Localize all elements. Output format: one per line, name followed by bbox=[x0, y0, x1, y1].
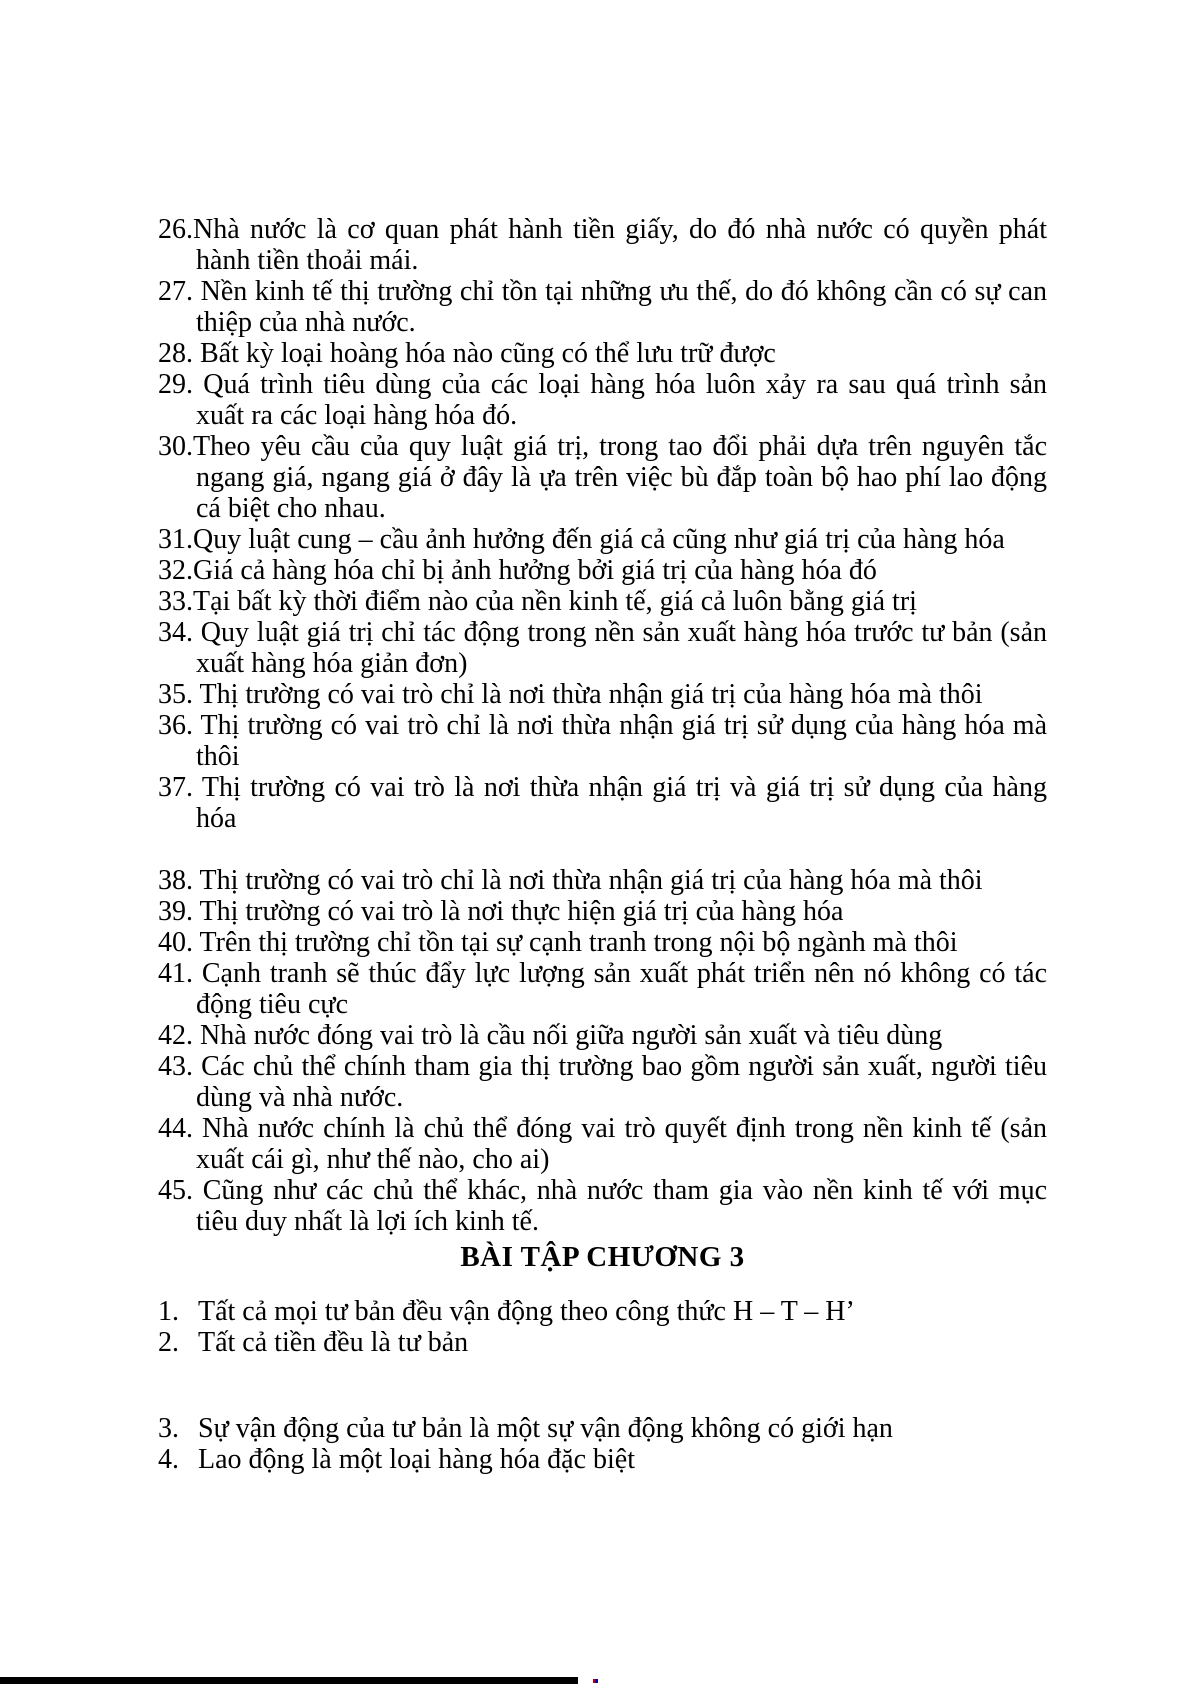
question-item-31: 31.Quy luật cung – cầu ảnh hưởng đến giá cả cũng như giá trị của hàng hóa bbox=[158, 524, 1005, 555]
item-number: 1. bbox=[158, 1296, 179, 1327]
item-text: Tất cả tiền đều là tư bản bbox=[198, 1327, 469, 1358]
item-text: Lao động là một loại hàng hóa đặc biệt bbox=[198, 1444, 635, 1475]
exercise-item-4 bbox=[158, 1444, 1047, 1475]
question-item-26: 26.Nhà nước là cơ quan phát hành tiền giấy, do đó nhà nước có quyền phát hành tiền thoải mái. bbox=[158, 214, 1047, 276]
question-item-41: 41. Cạnh tranh sẽ thúc đẩy lực lượng sản xuất phát triển nên nó không có tác động tiêu cực bbox=[158, 958, 1047, 1020]
question-item-43: 43. Các chủ thể chính tham gia thị trường bao gồm người sản xuất, người tiêu dùng và nhà nước. bbox=[158, 1051, 1047, 1113]
question-item-30: 30.Theo yêu cầu của quy luật giá trị, trong tao đổi phải dựa trên nguyên tắc ngang giá, ngang giá ở đây là ựa trên việc bù đắp toàn bộ hao phí lao động cá biệt cho nhau. bbox=[158, 431, 1047, 524]
question-item-34: 34. Quy luật giá trị chỉ tác động trong nền sản xuất hàng hóa trước tư bản (sản xuất hàng hóa giản đơn) bbox=[158, 617, 1047, 679]
item-number: 3. bbox=[158, 1413, 179, 1444]
footer-separator-bar bbox=[0, 1677, 578, 1684]
question-item-39: 39. Thị trường có vai trò là nơi thực hiện giá trị của hàng hóa bbox=[158, 896, 844, 927]
question-item-38: 38. Thị trường có vai trò chỉ là nơi thừa nhận giá trị của hàng hóa mà thôi bbox=[158, 865, 983, 896]
question-item-42: 42. Nhà nước đóng vai trò là cầu nối giữa người sản xuất và tiêu dùng bbox=[158, 1020, 943, 1051]
question-item-36: 36. Thị trường có vai trò chỉ là nơi thừa nhận giá trị sử dụng của hàng hóa mà thôi bbox=[158, 710, 1047, 772]
question-item-35: 35. Thị trường có vai trò chỉ là nơi thừa nhận giá trị của hàng hóa mà thôi bbox=[158, 679, 983, 710]
document-content bbox=[158, 214, 1047, 1475]
question-item-29: 29. Quá trình tiêu dùng của các loại hàng hóa luôn xảy ra sau quá trình sản xuất ra các loại hàng hóa đó. bbox=[158, 369, 1047, 431]
question-item-40: 40. Trên thị trường chỉ tồn tại sự cạnh tranh trong nội bộ ngành mà thôi bbox=[158, 927, 958, 958]
exercise-item-1 bbox=[158, 1296, 1047, 1327]
item-number: 4. bbox=[158, 1444, 179, 1475]
chapter3-heading: BÀI TẬP CHƯƠNG 3 bbox=[460, 1241, 745, 1273]
item-text: Sự vận động của tư bản là một sự vận động không có giới hạn bbox=[198, 1413, 893, 1444]
question-item-28: 28. Bất kỳ loại hoàng hóa nào cũng có thể lưu trữ được bbox=[158, 338, 776, 369]
footer-artifact-dot bbox=[593, 1679, 598, 1683]
item-text: Tất cả mọi tư bản đều vận động theo công thức H – T – H’ bbox=[198, 1296, 855, 1327]
exercise-item-2 bbox=[158, 1327, 1047, 1358]
question-item-33: 33.Tại bất kỳ thời điểm nào của nền kinh tế, giá cả luôn bằng giá trị bbox=[158, 586, 917, 617]
exercise-item-3 bbox=[158, 1413, 1047, 1444]
question-item-45: 45. Cũng như các chủ thể khác, nhà nước tham gia vào nền kinh tế với mục tiêu duy nhất là lợi ích kinh tế. bbox=[158, 1175, 1047, 1237]
item-number: 2. bbox=[158, 1327, 179, 1358]
question-item-37: 37. Thị trường có vai trò là nơi thừa nhận giá trị và giá trị sử dụng của hàng hóa bbox=[158, 772, 1047, 834]
chapter3-exercise-list bbox=[158, 1296, 1047, 1475]
question-item-32: 32.Giá cả hàng hóa chỉ bị ảnh hưởng bởi giá trị của hàng hóa đó bbox=[158, 555, 877, 586]
question-item-27: 27. Nền kinh tế thị trường chỉ tồn tại những ưu thế, do đó không cần có sự can thiệp của nhà nước. bbox=[158, 276, 1047, 338]
question-item-44: 44. Nhà nước chính là chủ thể đóng vai trò quyết định trong nền kinh tế (sản xuất cái gì, như thế nào, cho ai) bbox=[158, 1113, 1047, 1175]
